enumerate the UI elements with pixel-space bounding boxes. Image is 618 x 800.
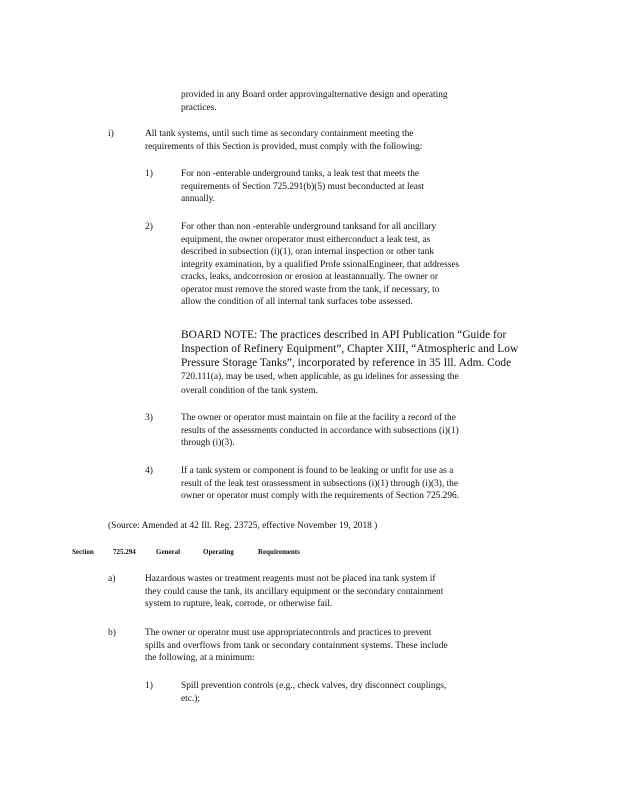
text-line: requirements of Section 725.291(b)(5) must beconducted at least — [181, 181, 425, 192]
text-line: owner or operator must comply with the requirements of Section 725.296. — [181, 491, 460, 501]
section-title-word: Requirements — [258, 548, 300, 556]
text-line: the following, at a minimum: — [145, 653, 255, 663]
text-line: The owner or operator must maintain on file at the facility a record of the — [181, 413, 456, 423]
text-line: through (i)(3). — [181, 438, 235, 448]
text-line: If a tank system or component is found to be leaking or unfit for use as a — [181, 466, 454, 476]
text-line: For other than non -enterable underground tanksand for all ancillary — [181, 222, 437, 232]
section-title-word: Operating — [203, 548, 234, 556]
item-label-i1: 1) — [145, 168, 153, 179]
item-label-i2: 2) — [145, 221, 153, 232]
section-number: 725.294 — [113, 548, 136, 556]
item-label-i3: 3) — [145, 412, 153, 423]
text-line: operator must remove the stored waste from the tank, if necessary, to — [181, 284, 440, 295]
text-line: system to rupture, leak, corrode, or otherwise fail. — [145, 599, 333, 609]
text-line: provided in any Board order approvingalternative design and operating — [181, 90, 448, 100]
text-line: All tank systems, until such time as secondary containment meeting the — [145, 129, 414, 139]
text-line: result of the leak test orassessment in subsections (i)(1) through (i)(3), the — [181, 478, 459, 489]
item-i-paragraph — [145, 128, 497, 153]
board-note — [181, 328, 537, 398]
source-note — [108, 520, 377, 533]
text-line: Inspection of Refinery Equipment”, Chapter XIII, “Atmospheric and Low — [181, 343, 519, 355]
text-line: spills and overflows from tank or secondary containment systems. These include — [145, 640, 448, 651]
text-line: Hazardous wastes or treatment reagents must not be placed ina tank system if — [145, 574, 436, 584]
item-a-paragraph — [145, 573, 521, 611]
item-i3-paragraph — [181, 412, 533, 450]
text-line: results of the assessments conducted in accordance with subsections (i)(1) — [181, 425, 459, 436]
text-line: annually. — [181, 194, 216, 204]
text-line: (Source: Amended at 42 Ill. Reg. 23725, effective November 19, 2018 ) — [108, 521, 378, 531]
text-line: BOARD NOTE: The practices described in API Publication “Guide for — [181, 329, 507, 341]
item-b1-paragraph — [181, 680, 521, 705]
text-line: Spill prevention controls (e.g., check valves, dry disconnect couplings, — [181, 681, 447, 691]
text-line: allow the condition of all internal tank surfaces tobe assessed. — [181, 297, 413, 307]
text-line: The owner or operator must use appropriatecontrols and practices to prevent — [145, 628, 432, 638]
item-label-b1: 1) — [145, 680, 153, 691]
item-b-paragraph — [145, 627, 521, 665]
item-label-i: i) — [108, 128, 114, 139]
item-label-i4: 4) — [145, 465, 153, 476]
item-i4-paragraph — [181, 465, 533, 503]
item-label-b: b) — [108, 627, 116, 638]
text-line: etc.); — [181, 693, 200, 704]
text-line: described in subsection (i)(1), oran internal inspection or other tank — [181, 247, 435, 257]
item-label-a: a) — [108, 573, 116, 584]
text-line: overall condition of the tank system. — [181, 386, 318, 396]
text-line: 720.111(a), may be used, when applicable, as gu idelines for assessing the — [181, 372, 459, 382]
text-line: they could cause the tank, its ancillary equipment or the secondary containment — [145, 586, 444, 597]
text-line: Pressure Storage Tanks”, incorporated by reference in 35 Ill. Adm. Code — [181, 357, 512, 369]
text-line: requirements of this Section is provided, must comply with the following: — [145, 141, 423, 152]
text-line: For non -enterable underground tanks, a leak test that meets the — [181, 169, 420, 179]
text-line: cracks, leaks, andcorrosion or erosion at leastannually. The owner or — [181, 272, 438, 282]
section-title-word: General — [156, 548, 181, 556]
text-line: equipment, the owner oroperator must eitherconduct a leak test, as — [181, 234, 431, 245]
item-i2-paragraph — [181, 221, 533, 309]
section-word: Section — [72, 548, 94, 556]
text-line: integrity examination, by a qualified Profe ssionalEngineer, that addresses — [181, 259, 460, 270]
text-line: practices. — [181, 102, 217, 113]
item-i1-paragraph — [181, 168, 521, 206]
continuation-paragraph — [181, 89, 517, 114]
